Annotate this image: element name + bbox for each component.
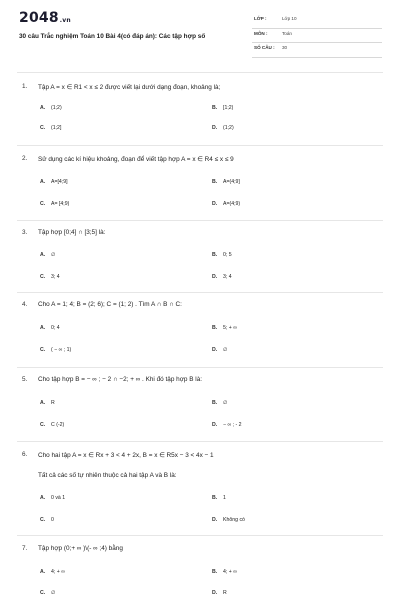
option-a[interactable]: A. 0 và 1 — [40, 495, 66, 501]
divider — [17, 220, 383, 221]
option-d[interactable]: D. − ∞ ; - 2 — [212, 422, 242, 428]
divider — [17, 145, 383, 146]
question-number: 4. — [22, 301, 28, 308]
question-text: Cho tập hợp B = − ∞ ; − 2 ∩ −2; + ∞ . Khi đó tập hợp B là: — [38, 376, 203, 383]
question-number: 2. — [22, 155, 28, 162]
option-d[interactable]: D. Không có — [212, 517, 245, 523]
option-a[interactable]: A. A=[4;9] — [40, 179, 68, 185]
option-b[interactable]: B. 0; 5 — [212, 252, 232, 258]
question-number: 6. — [22, 451, 28, 458]
option-c[interactable]: C. ∅ — [40, 590, 56, 596]
question-text: Cho hai tập A = x ∈ Rx + 3 < 4 + 2x, B = x ∈ R5x − 3 < 4x − 1 — [38, 452, 214, 459]
meta-value: Toán — [282, 30, 292, 36]
meta-label: LỚP : — [254, 16, 267, 21]
question-text: Tập A = x ∈ R1 < x ≤ 2 được viết lại dưới dạng đoạn, khoảng là; — [38, 84, 221, 91]
divider — [17, 535, 383, 536]
divider — [17, 441, 383, 442]
question-text: Cho A = 1; 4; B = (2; 6); C = (1; 2) . Tìm A ∩ B ∩ C: — [38, 301, 182, 308]
option-a[interactable]: A. 0; 4 — [40, 325, 60, 331]
option-d[interactable]: D. ∅ — [212, 347, 228, 353]
meta-label: MÔN : — [254, 30, 268, 36]
meta-label: SỐ CÂU : — [254, 45, 275, 50]
option-a[interactable]: A. (1;2) — [40, 105, 62, 111]
option-d[interactable]: D. R — [212, 590, 227, 596]
meta-value: Lớp 10 — [282, 16, 297, 21]
meta-row-question-count — [252, 43, 382, 58]
question-text: Sử dụng các kí hiệu khoảng, đoạn để viết tập hợp A = x ∈ R4 ≤ x ≤ 9 — [38, 156, 234, 163]
question-subtext: Tất cả các số tự nhiên thuộc cả hai tập A và B là: — [38, 472, 177, 479]
option-b[interactable]: B. ∅ — [212, 400, 228, 406]
option-b[interactable]: B. A=(4;9] — [212, 179, 240, 185]
document-header — [0, 0, 400, 62]
document-meta — [252, 14, 382, 58]
option-c[interactable]: C. 0 — [40, 517, 54, 523]
question-number: 3. — [22, 229, 28, 236]
option-c[interactable]: C. A= [4;9) — [40, 201, 70, 207]
site-logo[interactable]: 2048.vn — [19, 10, 71, 26]
option-d[interactable]: D. A=(4;9) — [212, 201, 241, 207]
option-c[interactable]: C. (1;2] — [40, 125, 62, 131]
option-c[interactable]: C. C (-2) — [40, 422, 65, 428]
meta-row-subject — [252, 29, 382, 44]
option-c[interactable]: C. 3; 4 — [40, 274, 60, 280]
option-b[interactable]: B. 5; + ∞ — [212, 325, 237, 331]
question-text: Tập hợp (0;+ ∞ )\(- ∞ ;4) bằng — [38, 545, 123, 552]
option-b[interactable]: B. 4; + ∞ — [212, 569, 237, 575]
option-a[interactable]: A. 4; + ∞ — [40, 569, 65, 575]
divider — [17, 72, 383, 73]
option-b[interactable]: B. [1;2) — [212, 105, 234, 111]
option-d[interactable]: D. 3; 4 — [212, 274, 232, 280]
option-b[interactable]: B. 1 — [212, 495, 226, 501]
option-a[interactable]: A. ∅ — [40, 252, 56, 258]
option-c[interactable]: C. ( − ∞ ; 1) — [40, 347, 72, 353]
document-title: 30 câu Trắc nghiệm Toán 10 Bài 4(có đáp án): Các tập hợp số — [19, 33, 206, 40]
question-number: 5. — [22, 376, 28, 383]
question-text: Tập hợp [0;4] ∩ [3;5] là: — [38, 229, 106, 236]
question-number: 7. — [22, 545, 28, 552]
meta-value: 30 — [282, 45, 288, 50]
meta-row-grade — [252, 14, 382, 29]
option-a[interactable]: A. R — [40, 400, 55, 406]
question-number: 1. — [22, 83, 28, 90]
divider — [17, 292, 383, 293]
divider — [17, 367, 383, 368]
option-d[interactable]: D. (1;2) — [212, 125, 234, 131]
